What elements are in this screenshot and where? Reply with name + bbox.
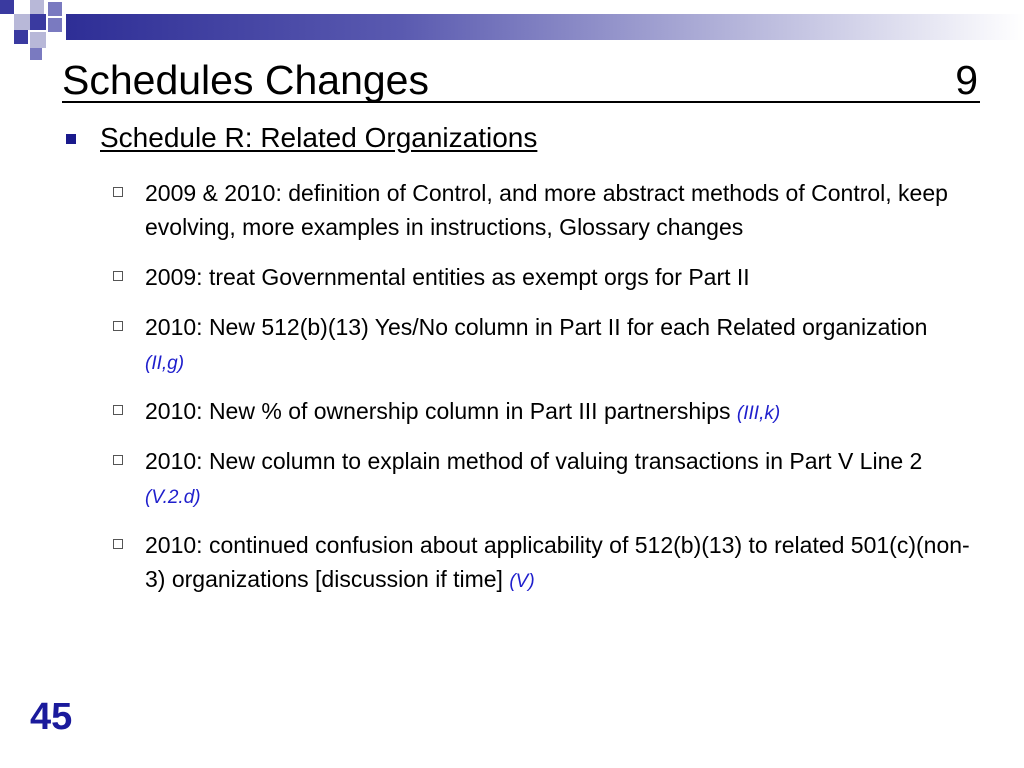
hollow-square-bullet-icon <box>113 321 123 331</box>
list-item <box>112 394 972 431</box>
list-item <box>112 528 972 599</box>
corner-square <box>0 0 14 14</box>
corner-square <box>14 14 30 30</box>
list-item-reference: (V.2.d) <box>145 487 201 508</box>
hollow-square-bullet-icon <box>113 539 123 549</box>
corner-square <box>30 14 46 30</box>
list-item-reference: (II,g) <box>145 353 185 374</box>
hollow-square-bullet-icon <box>113 187 123 197</box>
hollow-square-bullet-icon <box>113 405 123 415</box>
list-item-text: 2010: New column to explain method of valuing transactions in Part V Line 2 <box>145 448 923 474</box>
hollow-square-bullet-icon <box>113 455 123 465</box>
list-item-text: 2009 & 2010: definition of Control, and more abstract methods of Control, keep evolving, more examples in instructions, Glossary changes <box>145 180 948 240</box>
list-item-text: 2010: New % of ownership column in Part III partnerships <box>145 398 737 424</box>
list-item-text: 2010: New 512(b)(13) Yes/No column in Part II for each Related organization <box>145 314 928 340</box>
corner-square <box>30 32 46 48</box>
header-band <box>66 14 1024 40</box>
list-item <box>112 310 972 381</box>
corner-square <box>30 48 42 60</box>
slide-number: 45 <box>30 696 73 738</box>
list-item <box>112 444 972 515</box>
list-item-reference: (III,k) <box>736 403 781 424</box>
slide-title-number: 9 <box>955 57 978 103</box>
corner-square <box>48 2 62 16</box>
corner-square <box>30 0 44 14</box>
list-item <box>112 260 972 297</box>
bullet-list <box>112 176 972 612</box>
list-item-text: 2009: treat Governmental entities as exempt orgs for Part II <box>145 264 750 290</box>
list-item-text: 2010: continued confusion about applicability of 512(b)(13) to related 501(c)(non-3) organizations [discussion if time] <box>145 532 970 592</box>
list-item-reference: (V) <box>509 571 535 592</box>
slide-title <box>62 55 980 103</box>
corner-square <box>48 18 62 32</box>
square-bullet-icon <box>66 134 76 144</box>
corner-square <box>14 30 28 44</box>
list-item <box>112 176 972 247</box>
hollow-square-bullet-icon <box>113 271 123 281</box>
section-heading-text: Schedule R: Related Organizations <box>100 122 538 153</box>
slide-title-text: Schedules Changes <box>62 57 429 103</box>
